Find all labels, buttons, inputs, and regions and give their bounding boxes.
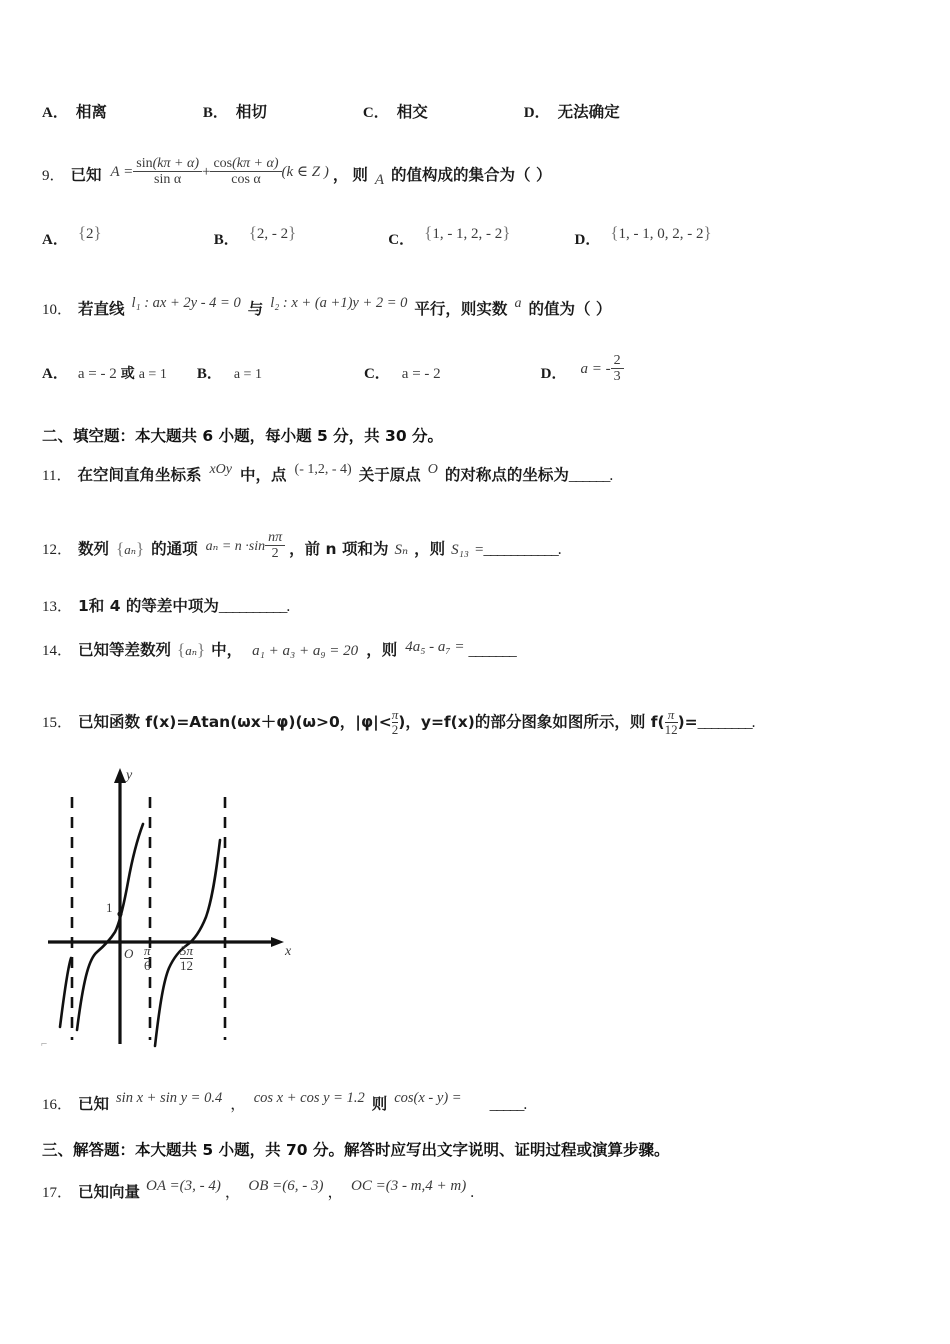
q9-option-c-value: {1, - 1, 2, - 2} [424, 223, 511, 242]
question-12 [42, 530, 562, 561]
q13-text: 1和 4 的等差中项为 [78, 597, 219, 615]
q14-answer-blank[interactable]: _______ [468, 642, 516, 659]
q14-condition: a₁ + a₃ + a₉ = 20 [252, 643, 359, 659]
graph-x-axis-label: x [285, 944, 292, 959]
question-16 [42, 1090, 527, 1114]
option-a-letter: A． [42, 105, 68, 121]
y-axis-arrowhead [114, 768, 126, 783]
q9-option-d-value: {1, - 1, 0, 2, - 2} [610, 223, 712, 242]
scan-artifact-mark: ⌐ [41, 1038, 48, 1050]
q11-tail: 的对称点的坐标为 [444, 466, 569, 484]
q11-period: . [609, 467, 614, 484]
q10-option-b-value: a = 1 [233, 366, 262, 382]
q14-lead: 已知等差数列 [78, 641, 172, 659]
q9-comma: ， [332, 165, 349, 184]
section-3-heading: 三、解答题：本大题共 5 小题，共 70 分。解答时应写出文字说明、证明过程或演算步骤。 [42, 1141, 670, 1159]
q9-formula-lhs: A = [110, 163, 134, 180]
q8-options-row [42, 100, 620, 122]
q16-condition-1: sin x + sin y = 0.4 [116, 1090, 223, 1106]
graph-svg [40, 762, 340, 1062]
option-d-text: 无法确定 [557, 103, 620, 121]
q9-number: 9． [42, 167, 65, 184]
q12-number: 12． [42, 541, 73, 558]
q10-option-d-fraction: $\frac{2}{3}$ [611, 353, 624, 384]
q9-option-b-value: {2, - 2} [248, 223, 297, 242]
q12-mid-1: 的通项 [151, 539, 198, 558]
q9-then: 则 [352, 165, 368, 184]
q12-equals: = [475, 541, 484, 558]
q11-coordinate-system: xOy [209, 462, 233, 477]
q17-vector-oa: OA =(3, - 4) [146, 1178, 221, 1194]
q9-option-a-value: {2} [77, 223, 102, 242]
q9-option-a-letter: A． [42, 232, 68, 248]
q10-mid: 平行，则实数 [414, 300, 508, 318]
q16-lead: 已知 [78, 1095, 110, 1113]
graph-origin-label: O [124, 946, 134, 961]
q12-fraction: $\frac{n\pi}{2}$ [265, 530, 285, 561]
option-d-letter: D． [523, 105, 550, 121]
q10-option-d-value: a = - $\frac{2}{3}$ [581, 361, 624, 377]
q9-frac1-denominator: sin α [133, 171, 202, 187]
q10-options-row [42, 353, 624, 389]
q9-frac2-denominator: cos α [210, 171, 281, 187]
q11-origin: O [427, 462, 438, 477]
q13-answer-blank[interactable]: __________ [218, 598, 287, 615]
q16-number: 16． [42, 1097, 73, 1113]
q15-number: 15． [42, 715, 73, 732]
q15-phi-bound-fraction: $\frac{\pi}{2}$ [391, 707, 399, 737]
q10-option-b-letter: B． [196, 365, 222, 382]
q14-mid-1: 中， [211, 641, 243, 659]
q17-lead: 已知向量 [78, 1183, 141, 1201]
q10-option-a-or: 或 [120, 365, 135, 382]
q10-option-a-value-1: a = - 2 [77, 365, 117, 382]
q15-answer-blank[interactable]: ________ [697, 714, 752, 732]
q10-lead: 若直线 [78, 300, 125, 318]
x-axis-arrowhead [271, 937, 284, 947]
question-13 [42, 594, 290, 616]
q10-variable: a [514, 296, 522, 311]
q16-comma: ， [230, 1096, 246, 1113]
q10-line-1: l₁ : ax + 2y - 4 = 0 [131, 295, 241, 311]
question-15 [42, 708, 756, 736]
question-9 [42, 156, 551, 189]
q9-option-d-letter: D． [574, 232, 601, 248]
q12-s13: S₁₃ [451, 541, 470, 558]
q9-formula [111, 156, 329, 187]
q17-comma-2: ， [327, 1184, 344, 1201]
q10-option-a-value-2: a = 1 [138, 366, 167, 382]
option-b-text: 相切 [235, 103, 267, 121]
q16-condition-2: cos x + cos y = 1.2 [253, 1090, 365, 1106]
q9-options-row [42, 222, 712, 248]
q12-general-term: aₙ = n ·sin $\frac{n\pi}{2}$ [206, 530, 285, 561]
q15-text-part-1: 已知函数 f(x)=Atan(ωx＋φ)(ω>0，|φ|< [78, 713, 392, 732]
q9-frac1-numerator: sin(kπ + α) [136, 156, 199, 171]
question-17 [42, 1178, 474, 1202]
q14-number: 14． [42, 643, 73, 659]
q10-tail: 的值为（ ） [528, 300, 612, 318]
q12-answer-blank[interactable]: ___________ [483, 540, 558, 558]
q17-number: 17． [42, 1185, 73, 1201]
q11-answer-blank[interactable]: ______ [568, 467, 610, 484]
graph-y-intercept-label: 1 [106, 900, 113, 915]
q16-expression: cos(x - y) = [394, 1090, 462, 1106]
graph-tick-label-pi-over-6: $\frac{\pi}{6}$ [144, 943, 151, 973]
q10-option-c-letter: C． [363, 365, 390, 382]
q17-vector-ob: OB =(6, - 3) [248, 1178, 324, 1194]
q12-sn: Sₙ [394, 541, 409, 558]
graph-y-axis-label: y [126, 768, 133, 783]
tangent-branch-1 [77, 824, 143, 1030]
y-intercept-point [117, 911, 122, 916]
q10-option-a-letter: A． [42, 365, 68, 382]
q15-text-part-3: )= [677, 713, 698, 732]
q15-text-part-2: )，y=f(x)的部分图象如图所示，则 f( [398, 713, 665, 732]
q17-vector-oc: OC =(3 - m,4 + m) [351, 1178, 467, 1194]
q15-period: . [751, 714, 756, 732]
q12-mid-2: ，前 n 项和为 [289, 539, 389, 558]
q16-answer-blank[interactable]: _____ [489, 1096, 524, 1113]
section-2-heading: 二、填空题：本大题共 6 小题，每小题 5 分，共 30 分。 [42, 427, 444, 445]
q10-option-c-value: a = - 2 [401, 365, 441, 382]
q11-number: 11． [42, 468, 72, 484]
q9-option-b-letter: B． [213, 232, 239, 248]
question-10 [42, 295, 611, 319]
q9-frac2-numerator: cos(kπ + α) [213, 156, 279, 171]
q10-option-d-letter: D． [540, 365, 567, 382]
q9-plus: + [202, 163, 211, 180]
option-b-letter: B． [202, 105, 228, 121]
q17-period: . [470, 1184, 475, 1201]
question-14 [42, 638, 516, 660]
q10-with: 与 [247, 300, 264, 318]
q16-then: 则 [371, 1095, 388, 1113]
q9-lead: 已知 [70, 165, 102, 184]
q10-line-2: l₂ : x + (a +1)y + 2 = 0 [270, 295, 408, 311]
q13-number: 13． [42, 599, 73, 615]
q11-lead: 在空间直角坐标系 [77, 466, 202, 484]
q11-mid-1: 中，点 [240, 466, 287, 484]
q12-period: . [557, 540, 562, 558]
q9-option-c-letter: C． [388, 232, 415, 248]
q9-fraction-1 [133, 156, 202, 187]
q14-sequence: {aₙ} [177, 640, 206, 659]
option-a-text: 相离 [75, 103, 107, 121]
q10-number: 10． [42, 302, 73, 318]
tangent-branch-0 [60, 958, 71, 1027]
q14-mid-2: ，则 [366, 641, 398, 659]
option-c-text: 相交 [396, 103, 428, 121]
q16-period: . [523, 1096, 528, 1113]
q11-mid-2: 关于原点 [358, 466, 421, 484]
q12-sequence: {aₙ} [116, 538, 145, 558]
q9-tail: 的值构成的集合为（ ） [391, 165, 552, 184]
q9-variable: A [374, 171, 385, 188]
graph-tick-label-5pi-over-12: $\frac{5\pi}{12}$ [180, 943, 194, 973]
q12-lead: 数列 [78, 539, 110, 558]
q14-expression: 4a₅ - a₇ = [405, 639, 465, 655]
q9-fraction-2 [210, 156, 281, 187]
tangent-function-graph [40, 762, 340, 1067]
question-11 [42, 462, 613, 485]
option-c-letter: C． [362, 105, 389, 121]
q9-domain: (k ∈ Z ) [281, 163, 329, 180]
q13-period: . [286, 598, 291, 615]
q17-comma-1: ， [224, 1184, 241, 1201]
q11-point: (- 1,2, - 4) [294, 462, 352, 477]
q15-evaluation-fraction: $\frac{\pi}{12}$ [664, 707, 678, 737]
q12-mid-3: ，则 [414, 539, 446, 558]
